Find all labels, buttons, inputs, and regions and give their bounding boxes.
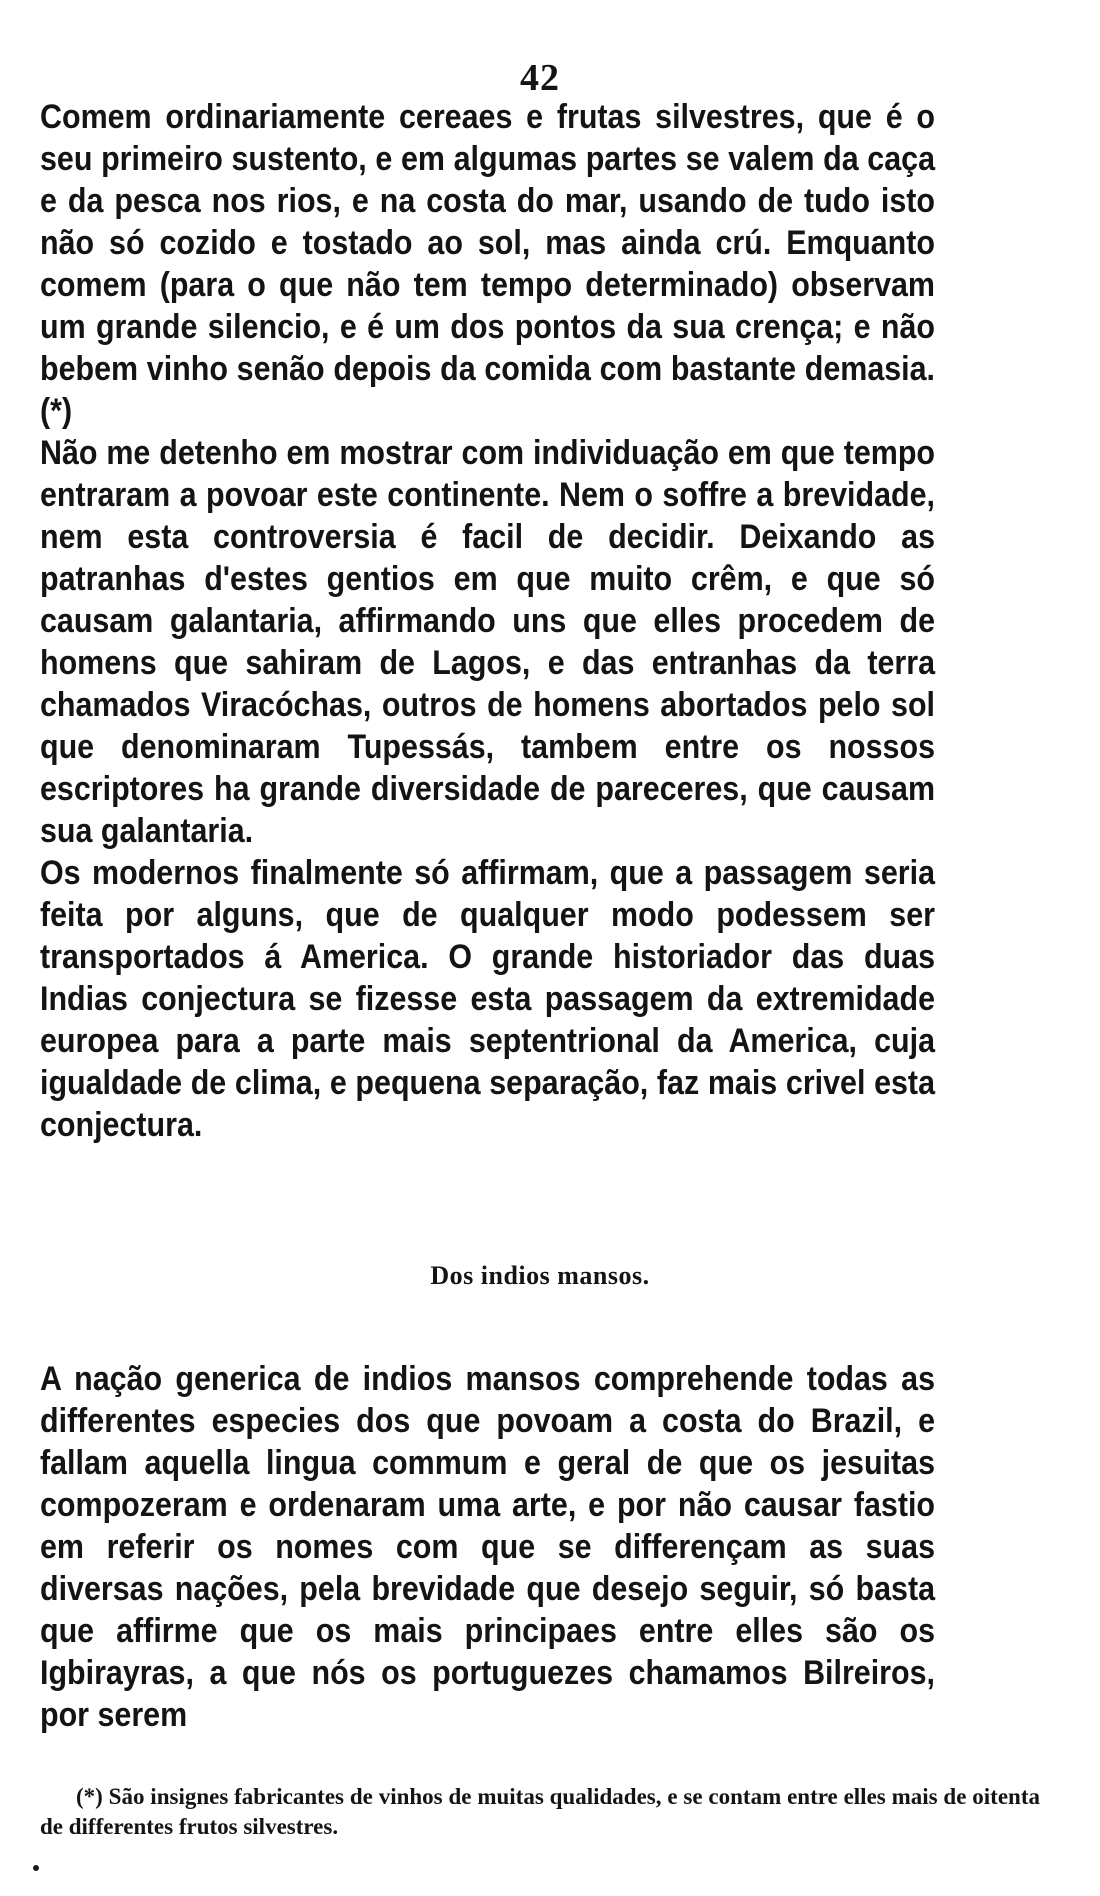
paragraph: Comem ordinariamente cereaes e frutas silvestres, que é o seu primeiro sustento, e em algumas partes se valem da caça e da pesca nos rios, e na costa do mar, usando de tudo isto não só cozido e tostado ao sol, mas ainda crú. Emquanto comem (para o que não tem tempo determinado) observam um grande silencio, e é um dos pontos da sua crença; e não bebem vinho senão depois da comida com bastante demasia. (*) <box>40 98 935 430</box>
book-page <box>40 0 1040 1896</box>
main-text-block <box>40 96 935 1146</box>
footnote: (*) São insignes fabricantes de vinhos de muitas qualidades, e se contam entre elles mais de oitenta de differentes frutos silvestres. <box>40 1784 1040 1839</box>
page-number: 42 <box>520 57 560 99</box>
paragraph: A nação generica de indios mansos comprehende todas as differentes especies dos que povoam a costa do Brazil, e fallam aquella lingua commum e geral de que os jesuitas compozeram e ordenaram uma arte, e por não causar fastio em referir os nomes com que se differençam as suas diversas nações, pela brevidade que desejo seguir, só basta que affirme que os mais principaes entre elles são os Igbirayras, a que nós os portuguezes chamamos Bilreiros, por serem <box>40 1360 935 1734</box>
paragraph: Os modernos finalmente só affirmam, que a passagem seria feita por alguns, que de qualquer modo podessem ser transportados á America. O grande historiador das duas Indias conjectura se fizesse esta passagem da extremidade europea para a parte mais septentrional da America, cuja igualdade de clima, e pequena separação, faz mais crivel esta conjectura. <box>40 854 935 1144</box>
section-text-block <box>40 1358 935 1736</box>
ink-speck <box>33 1865 39 1871</box>
paragraph: Não me detenho em mostrar com individuação em que tempo entraram a povoar este continente. Nem o soffre a brevidade, nem esta controversia é facil de decidir. Deixando as patranhas d'estes gentios em que muito crêm, e que só causam galantaria, affirmando uns que elles procedem de homens que sahiram de Lagos, e das entranhas da terra chamados Viracóchas, outros de homens abortados pelo sol que denominaram Tupessás, tambem entre os nossos escriptores ha grande diversidade de pareceres, que causam sua galantaria. <box>40 434 935 850</box>
section-heading: Dos indios mansos. <box>430 1261 650 1290</box>
